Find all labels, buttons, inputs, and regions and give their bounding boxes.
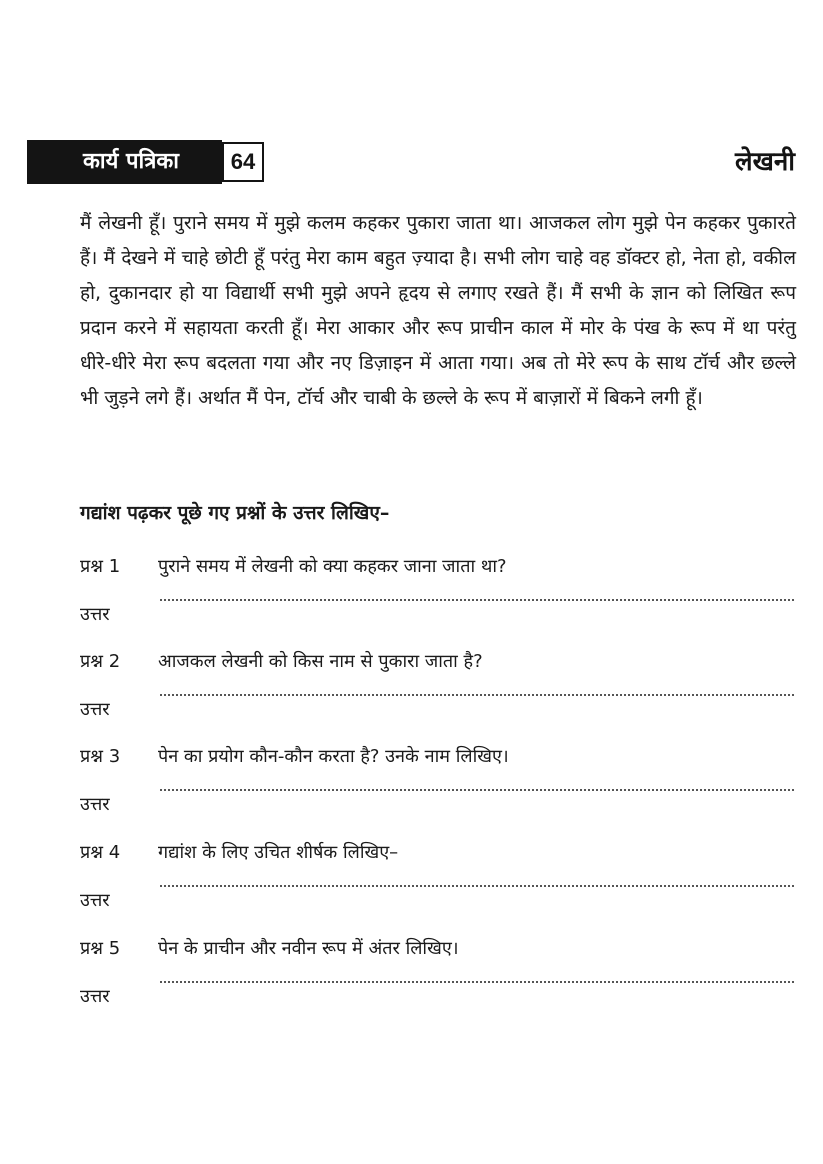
question-block-1 — [80, 550, 796, 640]
question-number: प्रश्न 5 — [80, 938, 121, 959]
question-text: गद्यांश के लिए उचित शीर्षक लिखिए– — [158, 842, 399, 863]
question-row — [80, 836, 398, 870]
answer-line[interactable] — [160, 694, 794, 696]
question-text: पेन का प्रयोग कौन-कौन करता है? उनके नाम लिखिए। — [158, 746, 509, 767]
answer-line[interactable] — [160, 981, 794, 983]
question-block-3 — [80, 740, 796, 830]
answer-line[interactable] — [160, 885, 794, 887]
page-title: लेखनी — [734, 147, 795, 177]
question-row — [80, 550, 507, 584]
question-row — [80, 645, 483, 679]
question-number: प्रश्न 1 — [80, 556, 121, 577]
question-text: पुराने समय में लेखनी को क्या कहकर जाना जाता था? — [158, 556, 507, 577]
worksheet-number: 64 — [222, 142, 264, 182]
answer-line[interactable] — [160, 789, 794, 791]
question-row — [80, 740, 509, 774]
question-block-5 — [80, 932, 796, 1022]
question-number: प्रश्न 2 — [80, 651, 121, 672]
answer-line[interactable] — [160, 599, 794, 601]
question-text: आजकल लेखनी को किस नाम से पुकारा जाता है? — [158, 651, 483, 672]
question-block-4 — [80, 836, 796, 926]
worksheet-label: कार्य पत्रिका — [83, 149, 179, 174]
question-text: पेन के प्राचीन और नवीन रूप में अंतर लिखिए। — [158, 938, 459, 959]
answer-label: उत्तर — [80, 794, 110, 815]
question-number: प्रश्न 3 — [80, 746, 121, 767]
passage-text: मैं लेखनी हूँ। पुराने समय में मुझे कलम कहकर पुकारा जाता था। आजकल लोग मुझे पेन कहकर पुकारते हैं। मैं देखने में चाहे छोटी हूँ परंतु मेरा काम बहुत ज़्यादा है। सभी लोग चाहे वह डॉक्टर हो, नेता हो, वकील हो, दुकानदार हो या विद्यार्थी सभी मुझे अपने हृदय से लगाए रखते हैं। मैं सभी के ज्ञान को लिखित रूप प्रदान करने में सहायता करती हूँ। मेरा आकार और रूप प्राचीन काल में मोर के पंख के रूप में था परंतु धीरे-धीरे मेरा रूप बदलता गया और नए डिज़ाइन में आता गया। अब तो मेरे रूप के साथ टॉर्च और छल्ले भी जुड़ने लगे हैं। अर्थात मैं पेन, टॉर्च और चाबी के छल्ले के रूप में बाज़ारों में बिकने लगी हूँ। — [80, 212, 796, 409]
answer-label: उत्तर — [80, 890, 110, 911]
instruction-heading: गद्यांश पढ़कर पूछे गए प्रश्नों के उत्तर लिखिए– — [80, 502, 390, 524]
answer-label: उत्तर — [80, 986, 110, 1007]
answer-label: उत्तर — [80, 604, 110, 625]
question-row — [80, 932, 459, 966]
question-block-2 — [80, 645, 796, 735]
answer-label: उत्तर — [80, 699, 110, 720]
question-number: प्रश्न 4 — [80, 842, 121, 863]
